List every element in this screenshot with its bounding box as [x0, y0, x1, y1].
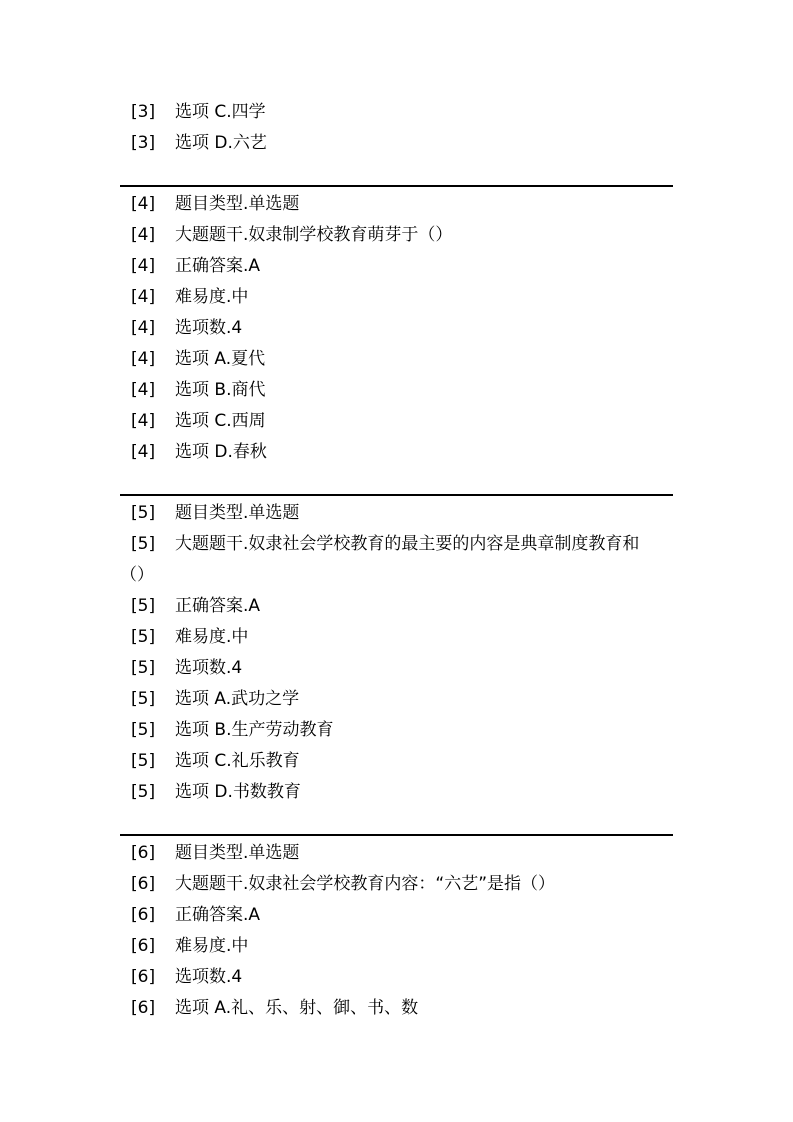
line-text: 大题题干.奴隶制学校教育萌芽于（）	[175, 225, 453, 245]
line-text: 题目类型.单选题	[175, 194, 300, 214]
question-6-type	[120, 838, 673, 869]
line-text: 选项数.4	[175, 967, 243, 987]
line-text: 选项 C.礼乐教育	[175, 751, 300, 771]
question-6-option-count	[120, 962, 673, 993]
question-number-tag: [5]	[131, 627, 156, 647]
line-text: 正确答案.A	[175, 905, 261, 925]
question-number-tag: [6]	[131, 874, 156, 894]
question-6-answer	[120, 900, 673, 931]
question-4-option-count	[120, 313, 673, 344]
question-5	[120, 498, 673, 808]
line-text: 选项数.4	[175, 658, 243, 678]
question-4-difficulty	[120, 282, 673, 313]
question-number-tag: [5]	[131, 658, 156, 678]
line-text: 选项 A.夏代	[175, 349, 266, 369]
line-text: 选项 D.六艺	[175, 133, 267, 153]
question-number-tag: [5]	[131, 782, 156, 802]
question-number-tag: [6]	[131, 936, 156, 956]
question-number-tag: [6]	[131, 967, 156, 987]
line-text: 难易度.中	[175, 287, 249, 307]
section-divider	[120, 185, 673, 187]
question-4-answer	[120, 251, 673, 282]
question-number-tag: [6]	[131, 843, 156, 863]
section-divider	[120, 494, 673, 496]
line-text: 选项 B.商代	[175, 380, 266, 400]
line-text: 题目类型.单选题	[175, 843, 300, 863]
line-text: 正确答案.A	[175, 596, 261, 616]
question-number-tag: [3]	[131, 133, 156, 153]
question-5-option-b	[120, 715, 673, 746]
question-number-tag: [5]	[131, 751, 156, 771]
question-number-tag: [5]	[131, 596, 156, 616]
question-4-option-a	[120, 344, 673, 375]
question-5-difficulty	[120, 622, 673, 653]
line-text: （）	[120, 565, 154, 585]
question-5-stem	[120, 529, 673, 560]
question-5-option-c	[120, 746, 673, 777]
question-6-stem	[120, 869, 673, 900]
line-text: 难易度.中	[175, 627, 249, 647]
line-text: 选项 D.春秋	[175, 442, 267, 462]
question-3-option-d	[120, 128, 673, 159]
question-4-type	[120, 189, 673, 220]
question-number-tag: [5]	[131, 689, 156, 709]
question-number-tag: [4]	[131, 256, 156, 276]
line-text: 大题题干.奴隶社会学校教育的最主要的内容是典章制度教育和	[175, 534, 640, 554]
line-text: 选项 A.武功之学	[175, 689, 300, 709]
question-number-tag: [4]	[131, 442, 156, 462]
line-text: 难易度.中	[175, 936, 249, 956]
question-number-tag: [3]	[131, 102, 156, 122]
question-3-option-c	[120, 97, 673, 128]
question-5-answer	[120, 591, 673, 622]
question-number-tag: [4]	[131, 380, 156, 400]
question-4-option-d	[120, 437, 673, 468]
question-number-tag: [4]	[131, 194, 156, 214]
question-5-type	[120, 498, 673, 529]
question-6-option-a	[120, 993, 673, 1024]
line-text: 选项数.4	[175, 318, 243, 338]
question-5-option-a	[120, 684, 673, 715]
line-text: 正确答案.A	[175, 256, 261, 276]
line-text: 选项 D.书数教育	[175, 782, 301, 802]
question-number-tag: [4]	[131, 225, 156, 245]
question-number-tag: [6]	[131, 998, 156, 1018]
line-text: 选项 B.生产劳动教育	[175, 720, 334, 740]
question-4-option-c	[120, 406, 673, 437]
question-4-option-b	[120, 375, 673, 406]
section-divider	[120, 834, 673, 836]
question-6	[120, 838, 673, 1024]
question-number-tag: [6]	[131, 905, 156, 925]
line-text: 选项 A.礼、乐、射、御、书、数	[175, 998, 419, 1018]
question-4-stem	[120, 220, 673, 251]
line-text: 题目类型.单选题	[175, 503, 300, 523]
question-5-option-d	[120, 777, 673, 808]
line-text: 选项 C.四学	[175, 102, 266, 122]
question-number-tag: [4]	[131, 411, 156, 431]
question-4	[120, 189, 673, 468]
line-text: 大题题干.奴隶社会学校教育内容：“六艺”是指（）	[175, 874, 556, 894]
question-5-stem-continuation	[120, 560, 673, 591]
question-number-tag: [4]	[131, 318, 156, 338]
question-3-tail	[120, 97, 673, 159]
question-6-difficulty	[120, 931, 673, 962]
question-number-tag: [4]	[131, 287, 156, 307]
line-text: 选项 C.西周	[175, 411, 266, 431]
question-number-tag: [5]	[131, 534, 156, 554]
question-number-tag: [5]	[131, 720, 156, 740]
question-number-tag: [5]	[131, 503, 156, 523]
question-number-tag: [4]	[131, 349, 156, 369]
question-5-option-count	[120, 653, 673, 684]
